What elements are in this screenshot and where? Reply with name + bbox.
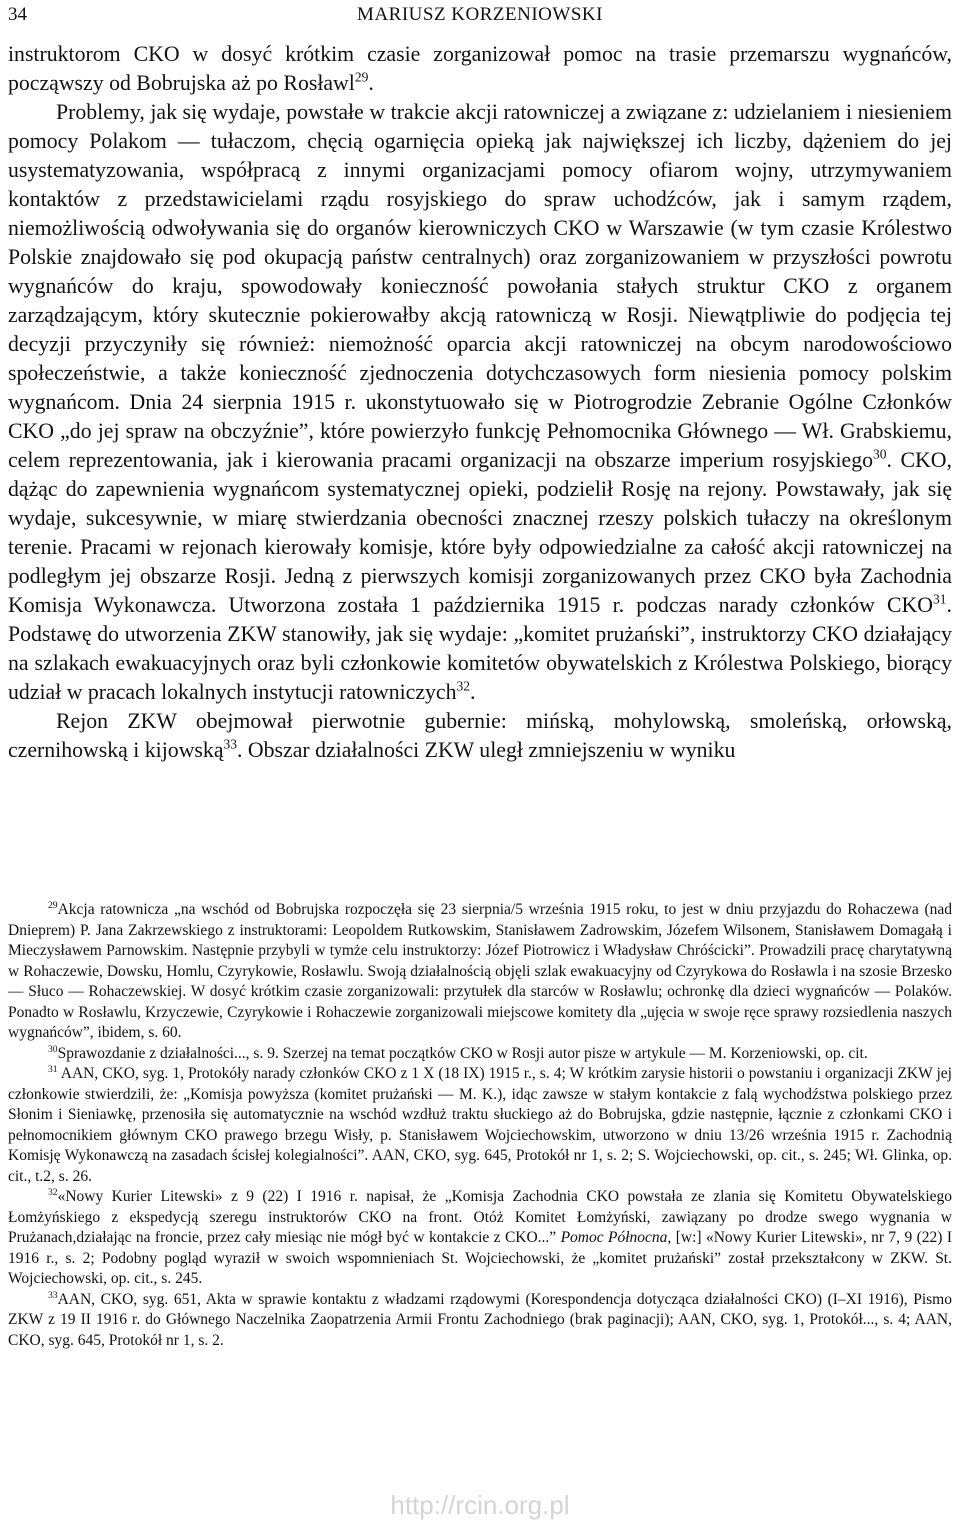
main-text: [8, 40, 952, 765]
watermark-url: http://rcin.org.pl: [390, 1490, 570, 1520]
footnote-29-number: 29: [48, 899, 58, 911]
footnote-ref-33[interactable]: 33: [223, 736, 237, 752]
footnote-30-text: Sprawozdanie z działalności..., s. 9. Szerzej na temat początków CKO w Rosji autor pisze w artykule — M. Korzeniowski, op. cit.: [57, 1044, 868, 1062]
paragraph-2-part-c: . Podstawę do utworzenia ZKW stanowiły, jak się wydaje: „komitet prużański”, instruktorzy CKO działający na szlakach ewakuacyjnych oraz byli członkowie komitetów obywatelskich z Królestwa Polskiego, biorący udział w pracach lokalnych instytucji ratowniczych: [8, 593, 952, 704]
footnote-32-text: «Nowy Kurier Litewski» z 9 (22) I 1916 r. napisał, że „Komisja Zachodnia CKO powstała ze zlania się Komitetu Obywatelskiego Łomżyńskiego z ekspedycją szeregu instruktorów CKO na front. Otóż Komitet Łomżyński, zawiązany po drodze swego wygnania w Prużanach,działając na froncie, przez cały miesiąc nie mógł być w kontakcie z CKO...”: [8, 1188, 952, 1246]
running-header: [8, 4, 952, 30]
footnote-31: [8, 1064, 952, 1187]
footnote-ref-30[interactable]: 30: [873, 446, 887, 462]
footnote-33-number: 33: [48, 1289, 58, 1301]
paragraph-2-part-a: Problemy, jak się wydaje, powstałe w trakcie akcji ratowniczej a związane z: udzielaniem i niesieniem pomocy Polakom — tułaczom, chęcią ogarnięcia opieką jak największej ich liczby, dążeniem do jej usystematyzowania, współpracą z innymi organizacjami pomocy ofiarom wojny, utrzymywaniem kontaktów z przedstawicielami rządu rosyjskiego do spraw uchodźców, jak i samym rządem, niemożliwością odwoływania się do organów kierowniczych CKO w Warszawie (w tym czasie Królestwo Polskie znajdowało się pod okupacją państw centralnych) oraz zorganizowaniem w przyszłości powrotu wygnańców do kraju, spowodowały konieczność powołania stałych struktur CKO z organem zarządzającym, który skutecznie pokierowałby akcją ratowniczą w Rosji. Niewątpliwie do podjęcia tej decyzji przyczyniły się również: niemożność oparcia akcji ratowniczej na obcym narodowościowo społeczeństwie, a także konieczność zjednoczenia dotychczasowych form niesienia pomocy polskim wygnańcom. Dnia 24 sierpnia 1915 r. ukonstytuowało się w Piotrogrodzie Zebranie Ogólne Członków CKO „do jej spraw na obczyźnie”, które powierzyło funkcję Pełnomocnika Głównego — Wł. Grabskiemu, celem reprezentowania, jak i kierowania pracami organizacji na obszarze imperium rosyjskiego: [8, 100, 952, 472]
footnote-32-number: 32: [48, 1186, 58, 1198]
footnote-33: [8, 1290, 952, 1352]
footnote-ref-31[interactable]: 31: [933, 591, 947, 607]
paragraph-1-text: instruktorom CKO w dosyć krótkim czasie zorganizował pomoc na trasie przemarszu wygnańców, począwszy od Bobrujska aż po Rosławl: [8, 42, 952, 95]
footnote-ref-29[interactable]: 29: [354, 69, 369, 85]
paragraph-3: [8, 707, 952, 765]
page-number: 34: [8, 4, 27, 25]
running-head-author: MARIUSZ KORZENIOWSKI: [357, 4, 603, 25]
footnote-30-number: 30: [48, 1043, 58, 1055]
footnote-30: [8, 1044, 952, 1065]
paragraph-1-end: .: [368, 71, 374, 95]
paragraph-2: [8, 98, 952, 707]
footnote-32-text-cont: [w:] «Nowy Kurier Litewski», nr 7, 9 (22) I 1916 r., s. 2; Podobny pogląd wyraził w swoich wspomnieniach St. Wojciechowski, że „komitet prużański” został przekształcony w ZKW. St. Wojciechowski, op. cit., s. 245.: [8, 1229, 952, 1287]
paragraph-3-part-b: . Obszar działalności ZKW uległ zmniejszeniu w wyniku: [237, 738, 736, 762]
footnote-32: [8, 1187, 952, 1290]
paragraph-2-part-b: . CKO, dążąc do zapewnienia wygnańcom systematycznej opieki, podzielił Rosję na rejony. Powstawały, jak się wydaje, sukcesywnie, w miarę stwierdzania obecności znacznej rzeszy polskich tułaczy na określonym terenie. Pracami w rejonach kierowały komisje, które były odpowiedzialne za całość akcji ratowniczej na podległym jej obszarze Rosji. Jedną z pierwszych komisji zorganizowanych przez CKO była Zachodnia Komisja Wykonawcza. Utworzona została 1 października 1915 r. podczas narady członków CKO: [8, 448, 952, 617]
footnote-29: [8, 900, 952, 1044]
footnotes: [8, 900, 952, 1351]
paragraph-2-part-d: .: [470, 680, 476, 704]
footnote-ref-32[interactable]: 32: [456, 678, 470, 694]
footnote-31-text: AAN, CKO, syg. 1, Protokóły narady członków CKO z 1 X (18 IX) 1915 r., s. 4; W krótkim zarysie historii o powstaniu i organizacji ZKW jej członkowie stwierdzili, że: „Komisja powyższa (komitet prużański — M. K.), idąc zawsze w stałym kontakcie z falą wychodźstwa polskiego przez Słonim i Sieniawkę, przenosiła się automatycznie na wschód wzdłuż traktu słuckiego aż do Bobrujska, gdzie następnie, łącznie z członkami CKO i pełnomocnikiem głównym CKO prawego brzegu Wisły, p. Stanisławem Wojciechowskim, utworzono w dniu 13/26 września 1915 r. Zachodnią Komisję Wykonawczą na zasadach ścisłej kolegialności”. AAN, CKO, syg. 645, Protokół nr 1, s. 2; S. Wojciechowski, op. cit., s. 245; Wł. Glinka, op. cit., t.2, s. 26.: [8, 1065, 952, 1185]
paragraph-3-part-a: Rejon ZKW obejmował pierwotnie gubernie: mińską, mohylowską, smoleńską, orłowską, czernihowską i kijowską: [8, 709, 952, 762]
footnote-32-italic-title: Pomoc Północna,: [560, 1229, 672, 1246]
footnote-33-text: AAN, CKO, syg. 651, Akta w sprawie kontaktu z władzami rządowymi (Korespondencja dotycząca działalności CKO) (I–XI 1916), Pismo ZKW z 19 II 1916 r. do Głównego Naczelnika Zaopatrzenia Armii Frontu Zachodniego (brak paginacji); AAN, CKO, syg. 1, Protokół..., s. 4; AAN, CKO, syg. 645, Protokół nr 1, s. 2.: [8, 1290, 952, 1349]
footnote-29-text: Akcja ratownicza „na wschód od Bobrujska rozpoczęła się 23 sierpnia/5 września 1915 roku, to jest w dniu przyjazdu do Rohaczewa (nad Dnieprem) P. Jana Zakrzewskiego z instruktorami: Leopoldem Rutkowskim, Stanisławem Zadrowskim, Józefem Wilsonem, Stanisławem Domagałą i Mieczysławem Parnowskim. Następnie przybyli w tymże celu instruktorzy: Józef Piotrowicz i Władysław Chróścicki”. Prowadzili pracę charytatywną w Rohaczewie, Dowsku, Homlu, Czyrykowie, Rosławlu. Swoją działalnością objęli szlak ewakuacyjny od Czyrykowa do Rosławla i na szosie Brzesko — Słuco — Rohaczewskiej. W dosyć krótkim czasie zorganizowali: przytułek dla starców w Rosławlu; ochronkę dla dzieci wygnańców — Polaków. Ponadto w Rosławlu, Krzyczewie, Czyrykowie i Rohaczewie zorganizowali miejscowe komitety dla „ujęcia w swoje ręce sprawy rozsiedlenia naszych wygnańców”, ibidem, s. 60.: [8, 901, 952, 1041]
paragraph-1: [8, 40, 952, 98]
footnote-31-number: 31: [48, 1063, 58, 1075]
